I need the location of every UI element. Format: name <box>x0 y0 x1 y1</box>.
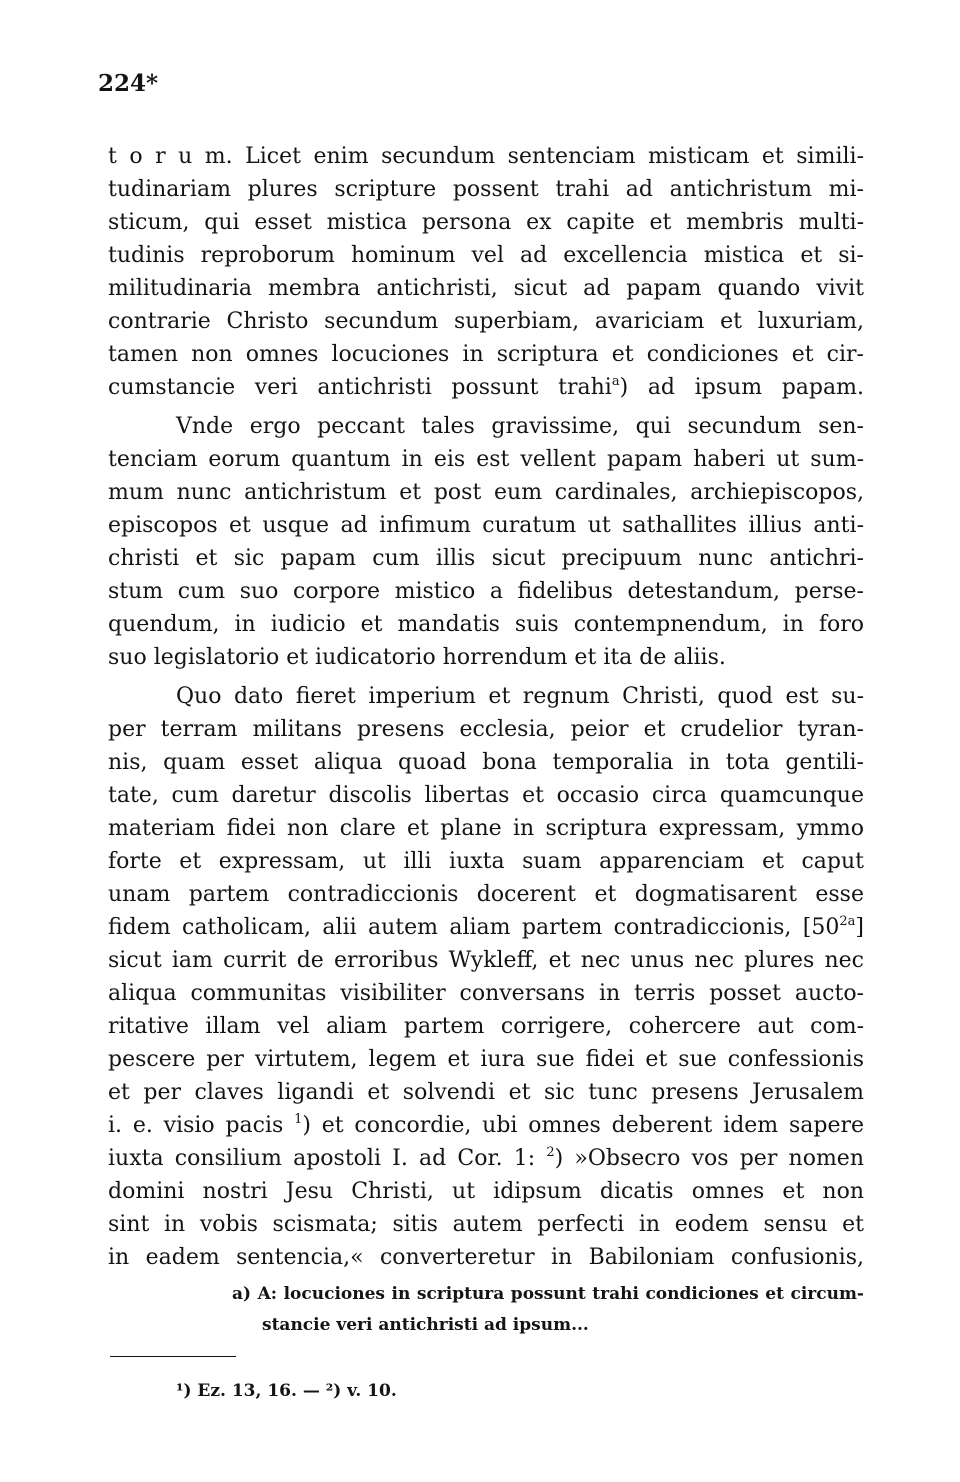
text-line: sint in vobis scismata; sitis autem perfecti in eodem sensu et <box>108 1212 864 1237</box>
footnote-marker-1: 1 <box>294 1112 303 1127</box>
paragraph-start-line: Vnde ergo peccant tales gravissime, qui secundum sen- <box>176 414 864 439</box>
text-line: quendum, in iudicio et mandatis suis contempnendum, in foro <box>108 612 864 637</box>
apparatus-line: a) A: locuciones in scriptura possunt trahi condiciones et circum- <box>232 1284 864 1304</box>
line-text: ) ad ipsum papam. <box>619 375 864 400</box>
text-line: materiam fidei non clare et plane in scriptura expressam, ymmo <box>108 816 864 841</box>
text-line: contrarie Christo secundum superbiam, avariciam et luxuriam, <box>108 309 864 334</box>
text-line: nis, quam esset aliqua quoad bona temporalia in tota gentili- <box>108 750 864 775</box>
text-line: t o r u m. Licet enim secundum sentenciam misticam et simili- <box>108 144 864 169</box>
page-number: 224* <box>98 70 159 97</box>
line-text: cumstancie veri antichristi possunt trahi <box>108 375 612 400</box>
text-line: stum cum suo corpore mistico a fidelibus detestandum, perse- <box>108 579 864 604</box>
main-text <box>108 140 864 1274</box>
apparatus-line: stancie veri antichristi ad ipsum... <box>262 1315 589 1335</box>
text-line: domini nostri Jesu Christi, ut idipsum dicatis omnes et non <box>108 1179 864 1204</box>
footnote-marker-a: a <box>611 374 620 389</box>
text-line: sicut iam currit de erroribus Wykleff, et nec unus nec plures nec <box>108 948 864 973</box>
line-text: ] <box>855 915 864 940</box>
line-text: fidem catholicam, alii autem aliam partem contradiccionis, [50 <box>108 915 840 940</box>
text-line: aliqua communitas visibiliter conversans in terris posset aucto- <box>108 981 864 1006</box>
text-line: militudinaria membra antichristi, sicut ad papam quando vivit <box>108 276 864 301</box>
line-text: ) et concordie, ubi omnes deberent idem sapere <box>302 1113 864 1138</box>
footnote-marker-2: 2 <box>546 1145 555 1160</box>
text-line: pescere per virtutem, legem et iura sue fidei et sue confessionis <box>108 1047 864 1072</box>
line-text: i. e. visio pacis <box>108 1113 295 1138</box>
critical-apparatus <box>232 1279 864 1341</box>
text-line: et per claves ligandi et solvendi et sic tunc presens Jerusalem <box>108 1080 864 1105</box>
text-line: tate, cum daretur discolis libertas et occasio circa quamcunque <box>108 783 864 808</box>
text-line: tudinis reproborum hominum vel ad excellencia mistica et si- <box>108 243 864 268</box>
text-line: suo legislatorio et iudicatorio horrendum et ita de aliis. <box>108 645 726 670</box>
text-line: forte et expressam, ut illi iuxta suam apparenciam et caput <box>108 849 864 874</box>
text-line: tenciam eorum quantum in eis est vellent papam haberi ut sum- <box>108 447 864 472</box>
footnote: ¹) Ez. 13, 16. — ²) v. 10. <box>176 1381 397 1401</box>
folio-marker: 2a <box>839 914 856 929</box>
line-text: iuxta consilium apostoli I. ad Cor. 1: <box>108 1146 547 1171</box>
line-text: ) »Obsecro vos per nomen <box>554 1146 864 1171</box>
text-line-with-note <box>108 371 864 404</box>
text-line: mum nunc antichristum et post eum cardinales, archiepiscopos, <box>108 480 864 505</box>
text-line: tudinariam plures scripture possent trahi ad antichristum mi- <box>108 177 864 202</box>
text-line-with-note <box>108 911 864 944</box>
text-line: episcopos et usque ad infimum curatum ut sathallites illius anti- <box>108 513 864 538</box>
text-line: per terram militans presens ecclesia, peior et crudelior tyran- <box>108 717 864 742</box>
text-line: unam partem contradiccionis docerent et dogmatisarent esse <box>108 882 864 907</box>
text-line-with-note <box>108 1142 864 1175</box>
text-line: in eadem sentencia,« converteretur in Babiloniam confusionis, <box>108 1245 864 1270</box>
text-line-with-note <box>108 1109 864 1142</box>
paragraph-start-line: Quo dato fieret imperium et regnum Christi, quod est su- <box>176 684 864 709</box>
text-line: christi et sic papam cum illis sicut precipuum nunc antichri- <box>108 546 864 571</box>
footnote-divider <box>110 1356 236 1357</box>
text-line: ritative illam vel aliam partem corrigere, cohercere aut com- <box>108 1014 864 1039</box>
text-line: tamen non omnes locuciones in scriptura et condiciones et cir- <box>108 342 864 367</box>
text-line: sticum, qui esset mistica persona ex capite et membris multi- <box>108 210 864 235</box>
